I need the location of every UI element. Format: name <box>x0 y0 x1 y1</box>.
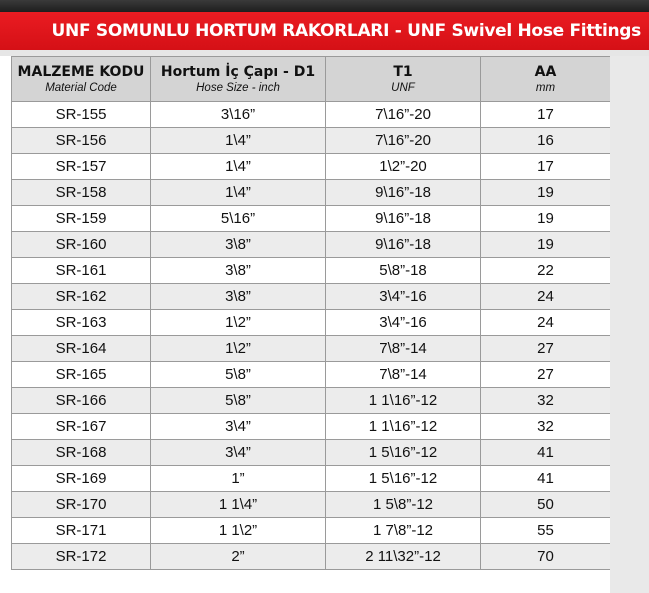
cell-material-code: SR-155 <box>12 102 151 128</box>
top-strip <box>0 0 649 12</box>
cell-aa-dimension: 55 <box>481 518 611 544</box>
cell-material-code: SR-169 <box>12 466 151 492</box>
cell-aa-dimension: 16 <box>481 128 611 154</box>
cell-hose-size: 5\8” <box>151 388 326 414</box>
table-row <box>12 128 611 154</box>
cell-aa-dimension: 17 <box>481 102 611 128</box>
table-row <box>12 232 611 258</box>
cell-material-code: SR-166 <box>12 388 151 414</box>
cell-hose-size: 1\4” <box>151 128 326 154</box>
cell-t1-thread: 1 1\16”-12 <box>326 388 481 414</box>
cell-material-code: SR-159 <box>12 206 151 232</box>
cell-t1-thread: 7\16”-20 <box>326 102 481 128</box>
cell-material-code: SR-156 <box>12 128 151 154</box>
cell-hose-size: 3\8” <box>151 284 326 310</box>
cell-hose-size: 1 1\4” <box>151 492 326 518</box>
table-row <box>12 492 611 518</box>
cell-aa-dimension: 70 <box>481 544 611 570</box>
cell-t1-thread: 7\8”-14 <box>326 362 481 388</box>
cell-material-code: SR-163 <box>12 310 151 336</box>
table-row <box>12 284 611 310</box>
cell-aa-dimension: 32 <box>481 414 611 440</box>
cell-t1-thread: 1 7\8”-12 <box>326 518 481 544</box>
table-row <box>12 414 611 440</box>
cell-t1-thread: 1 5\16”-12 <box>326 466 481 492</box>
cell-aa-dimension: 27 <box>481 362 611 388</box>
cell-t1-thread: 1 5\16”-12 <box>326 440 481 466</box>
cell-hose-size: 3\8” <box>151 232 326 258</box>
cell-material-code: SR-162 <box>12 284 151 310</box>
table-row <box>12 518 611 544</box>
cell-t1-thread: 9\16”-18 <box>326 206 481 232</box>
cell-hose-size: 1” <box>151 466 326 492</box>
cell-aa-dimension: 17 <box>481 154 611 180</box>
table-row <box>12 102 611 128</box>
cell-hose-size: 3\4” <box>151 414 326 440</box>
column-title: AA <box>534 63 557 80</box>
cell-hose-size: 5\8” <box>151 362 326 388</box>
cell-aa-dimension: 24 <box>481 310 611 336</box>
cell-hose-size: 1\2” <box>151 336 326 362</box>
table-row <box>12 336 611 362</box>
column-subtitle: Material Code <box>45 81 117 94</box>
cell-t1-thread: 9\16”-18 <box>326 180 481 206</box>
cell-hose-size: 2” <box>151 544 326 570</box>
cell-material-code: SR-172 <box>12 544 151 570</box>
cell-material-code: SR-170 <box>12 492 151 518</box>
cell-material-code: SR-164 <box>12 336 151 362</box>
cell-t1-thread: 1 1\16”-12 <box>326 414 481 440</box>
title-banner: UNF SOMUNLU HORTUM RAKORLARI - UNF Swivel Hose Fittings <box>0 12 649 50</box>
cell-material-code: SR-165 <box>12 362 151 388</box>
table-row <box>12 180 611 206</box>
cell-hose-size: 1\4” <box>151 154 326 180</box>
table-row <box>12 388 611 414</box>
column-header-material-code <box>12 57 151 102</box>
cell-aa-dimension: 19 <box>481 206 611 232</box>
column-title: T1 <box>393 63 413 80</box>
table-body <box>12 102 611 570</box>
table-row <box>12 466 611 492</box>
table-row <box>12 440 611 466</box>
cell-aa-dimension: 19 <box>481 180 611 206</box>
cell-aa-dimension: 27 <box>481 336 611 362</box>
cell-t1-thread: 7\16”-20 <box>326 128 481 154</box>
cell-aa-dimension: 22 <box>481 258 611 284</box>
cell-aa-dimension: 19 <box>481 232 611 258</box>
column-subtitle: UNF <box>391 81 415 94</box>
cell-t1-thread: 7\8”-14 <box>326 336 481 362</box>
column-title: MALZEME KODU <box>17 63 145 80</box>
table-row <box>12 362 611 388</box>
cell-t1-thread: 5\8”-18 <box>326 258 481 284</box>
cell-material-code: SR-160 <box>12 232 151 258</box>
cell-t1-thread: 3\4”-16 <box>326 310 481 336</box>
cell-material-code: SR-168 <box>12 440 151 466</box>
column-subtitle: mm <box>535 81 556 94</box>
column-title: Hortum İç Çapı - D1 <box>160 63 316 80</box>
cell-aa-dimension: 32 <box>481 388 611 414</box>
column-header-t1-thread <box>326 57 481 102</box>
cell-material-code: SR-167 <box>12 414 151 440</box>
cell-aa-dimension: 41 <box>481 440 611 466</box>
cell-material-code: SR-158 <box>12 180 151 206</box>
cell-material-code: SR-161 <box>12 258 151 284</box>
cell-t1-thread: 9\16”-18 <box>326 232 481 258</box>
table-row <box>12 154 611 180</box>
cell-hose-size: 3\16” <box>151 102 326 128</box>
cell-hose-size: 3\4” <box>151 440 326 466</box>
fittings-table <box>11 56 611 570</box>
cell-aa-dimension: 50 <box>481 492 611 518</box>
table-row <box>12 310 611 336</box>
cell-t1-thread: 2 11\32”-12 <box>326 544 481 570</box>
cell-material-code: SR-157 <box>12 154 151 180</box>
table-row <box>12 258 611 284</box>
cell-hose-size: 5\16” <box>151 206 326 232</box>
table-row <box>12 206 611 232</box>
cell-material-code: SR-171 <box>12 518 151 544</box>
cell-hose-size: 1 1\2” <box>151 518 326 544</box>
column-header-aa-dimension <box>481 57 611 102</box>
cell-hose-size: 3\8” <box>151 258 326 284</box>
cell-t1-thread: 3\4”-16 <box>326 284 481 310</box>
cell-t1-thread: 1\2”-20 <box>326 154 481 180</box>
column-subtitle: Hose Size - inch <box>196 81 280 94</box>
table-header-row <box>12 57 611 102</box>
column-header-hose-size <box>151 57 326 102</box>
cell-t1-thread: 1 5\8”-12 <box>326 492 481 518</box>
cell-aa-dimension: 41 <box>481 466 611 492</box>
cell-aa-dimension: 24 <box>481 284 611 310</box>
page-edge <box>610 56 649 593</box>
cell-hose-size: 1\2” <box>151 310 326 336</box>
cell-hose-size: 1\4” <box>151 180 326 206</box>
table-row <box>12 544 611 570</box>
